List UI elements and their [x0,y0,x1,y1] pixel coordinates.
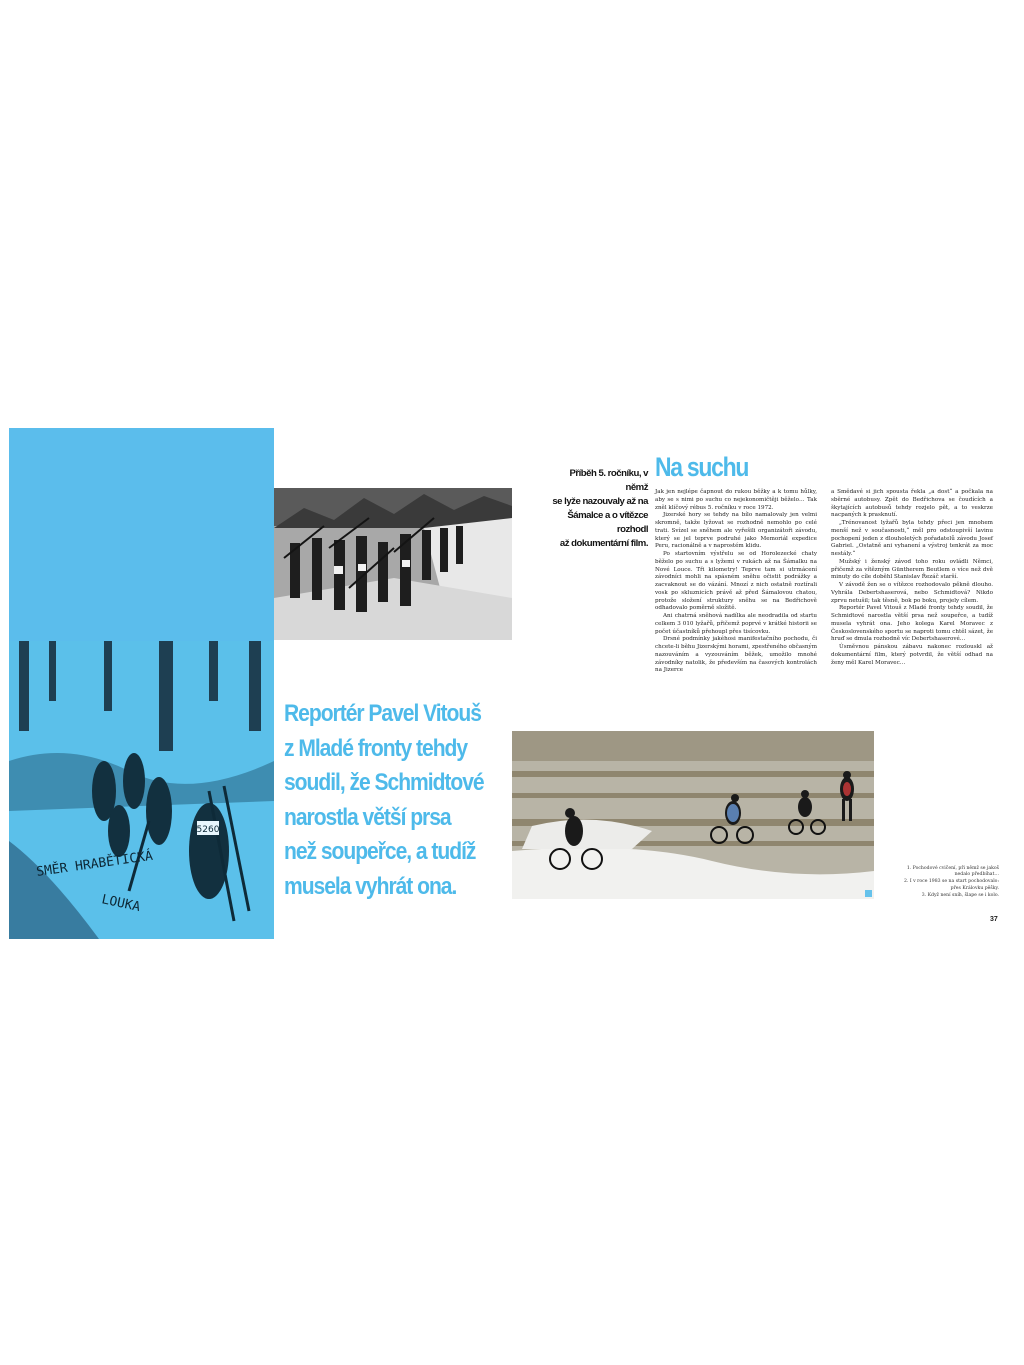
paragraph: Reportér Pavel Vitouš z Mladé fronty tehdy soudil, že Schmidtové narostla větší prsa než soupeřce, a tudíž musela vyhrát ona. Jeho kolega Karel Moravec z Československého sportu se naproti tomu chtěl sázet, že hruď se dmula rozhodně víc Debertshaserové… [831,605,993,643]
caption-item: 1. Pochodové cvičení, při němž se jakoš nedalo předbíhat… [906,866,999,878]
pull-quote-line: soudil, že Schmidtové [284,769,484,796]
caption-item: 3. Když není sníh, šlape se i kolo. [921,892,999,898]
photo-skiers-blue-tint [9,641,274,939]
article-title: Na suchu [655,452,749,482]
caption-item: 2. I v roce 1983 se na start pochodovalo: přes Královku pěšky. [903,879,999,891]
subtitle-line: Příběh 5. ročníku, v němž [569,468,648,493]
paragraph: Úsměvnou pánskou zábavu nakonec rozlouskl až dokumentární film, který potvrdil, že větší odhad na ženy měl Karel Moravec… [831,644,993,666]
pull-quote-line: Reportér Pavel Vitouš [284,700,481,727]
page-number: 37 [990,916,998,923]
pull-quote [284,697,514,904]
blue-color-block [9,428,274,641]
paragraph: Jak jen nejlépe čapnout do rukou běžky a k tomu hůlky, aby se s nimi po suchu co nejekonomičtěji běželo… Tak zněl klíčový rébus 5. ročníku v roce 1972. [655,489,817,511]
paragraph: „Trénovanost lyžařů byla tehdy přeci jen mnohem menší než v současnosti,“ měl pro odstoupivší lavinu pochopení jeden z dlouholetých pořadatelů závodu Josef Gabriel. „Ostatně ani vyhanení a výstroj tenkrát za moc nestály.“ [831,520,993,557]
subtitle-line: až dokumentární film. [559,538,648,549]
subtitle-line: Šámalce a o vítězce rozhodl [567,510,648,535]
subtitle-line: se lyže nazouvaly až na [552,496,648,507]
paragraph: Ani chatrná sněhová nadílka ale neodradila od startu celkem 3 010 lyžařů, přičemž poprvé v krátké historii se počet účastníků přehoupl přes tisícovku. [655,613,817,635]
photo-sign-text-2: LOUKA [100,892,142,916]
photo-skiers-carrying-skis [274,488,512,640]
body-column-1 [655,489,817,675]
paragraph: Drsné podmínky jakéhosi manifestačního pochodu, či chcete-li běhu Jizerskými horami, zpestřeného občasným nazouváním a vyzouváním běžek, umožilo mnohé závodníky natolik, že především na časových kontrolách na Jizerce [655,636,817,674]
photo-captions [903,866,999,900]
pull-quote-line: než soupeřce, a tudíž [284,838,476,865]
article-subtitle [548,467,648,551]
paragraph: Jizerské hory se tehdy na bílo namalovaly jen velmi skromně, takže lyžovat se rozhodně nemohlo po celé trati. Svízel se sněhem ale vyřešili organizátoři závodu, který se jel teprve podruhé jako Memoriál expedice Peru, racionálně a v naprostém klidu. [655,512,817,550]
paragraph: Mužský i ženský závod toho roku ovládli Němci, přičemž za vítězným Güntherem Beutlem o více než dvě minuty do cíle doběhl Stanislav Řezáč starší. [831,558,993,581]
body-column-2 [831,489,993,667]
paragraph: a Smědavé si jich spousta řekla „a dost“ a počkala na sběrné autobusy. Zpět do Bedřichova se čoudících a škytajících autobusů tehdy rozjelo pět, a to veskrze nacpaných k prasknutí. [831,489,993,519]
photo-corner-mark [865,890,872,897]
photo-sign-text: SMĚR HRABĚTICKÁ [35,848,154,880]
paragraph: V závodě žen se o vítězce rozhodovalo pěkně dlouho. Vyhrála Debertshaserová, nebo Schmidtová? Nikdo zprvu netušil; tak těsně, bok po boku, projely cílem. [831,582,993,604]
photo-bib-number: 5260 [196,825,220,835]
pull-quote-line: z Mladé fronty tehdy [284,734,468,762]
photo-cyclists-in-snow [512,731,874,899]
paragraph: Po startovním výstřelu se od Horolezecké chaty běželo po suchu a s lyžemi v rukách až na Šámalku na Nové Louce. Tři kilometry! Teprve tam si utrmácení závodníci mohli na spásném sněhu očistit podrážky a zacvaknout se do vázání. Mnozí z nich ostatně roztírali vosk po skluznicích právě až před Šámalovou chatou, protože složení struktury sněhu se na Bedřichově odhadovalo poměrně složitě. [655,551,817,612]
pull-quote-line: narostla větší prsa [284,803,451,831]
pull-quote-line: musela vyhrát ona. [284,872,457,900]
